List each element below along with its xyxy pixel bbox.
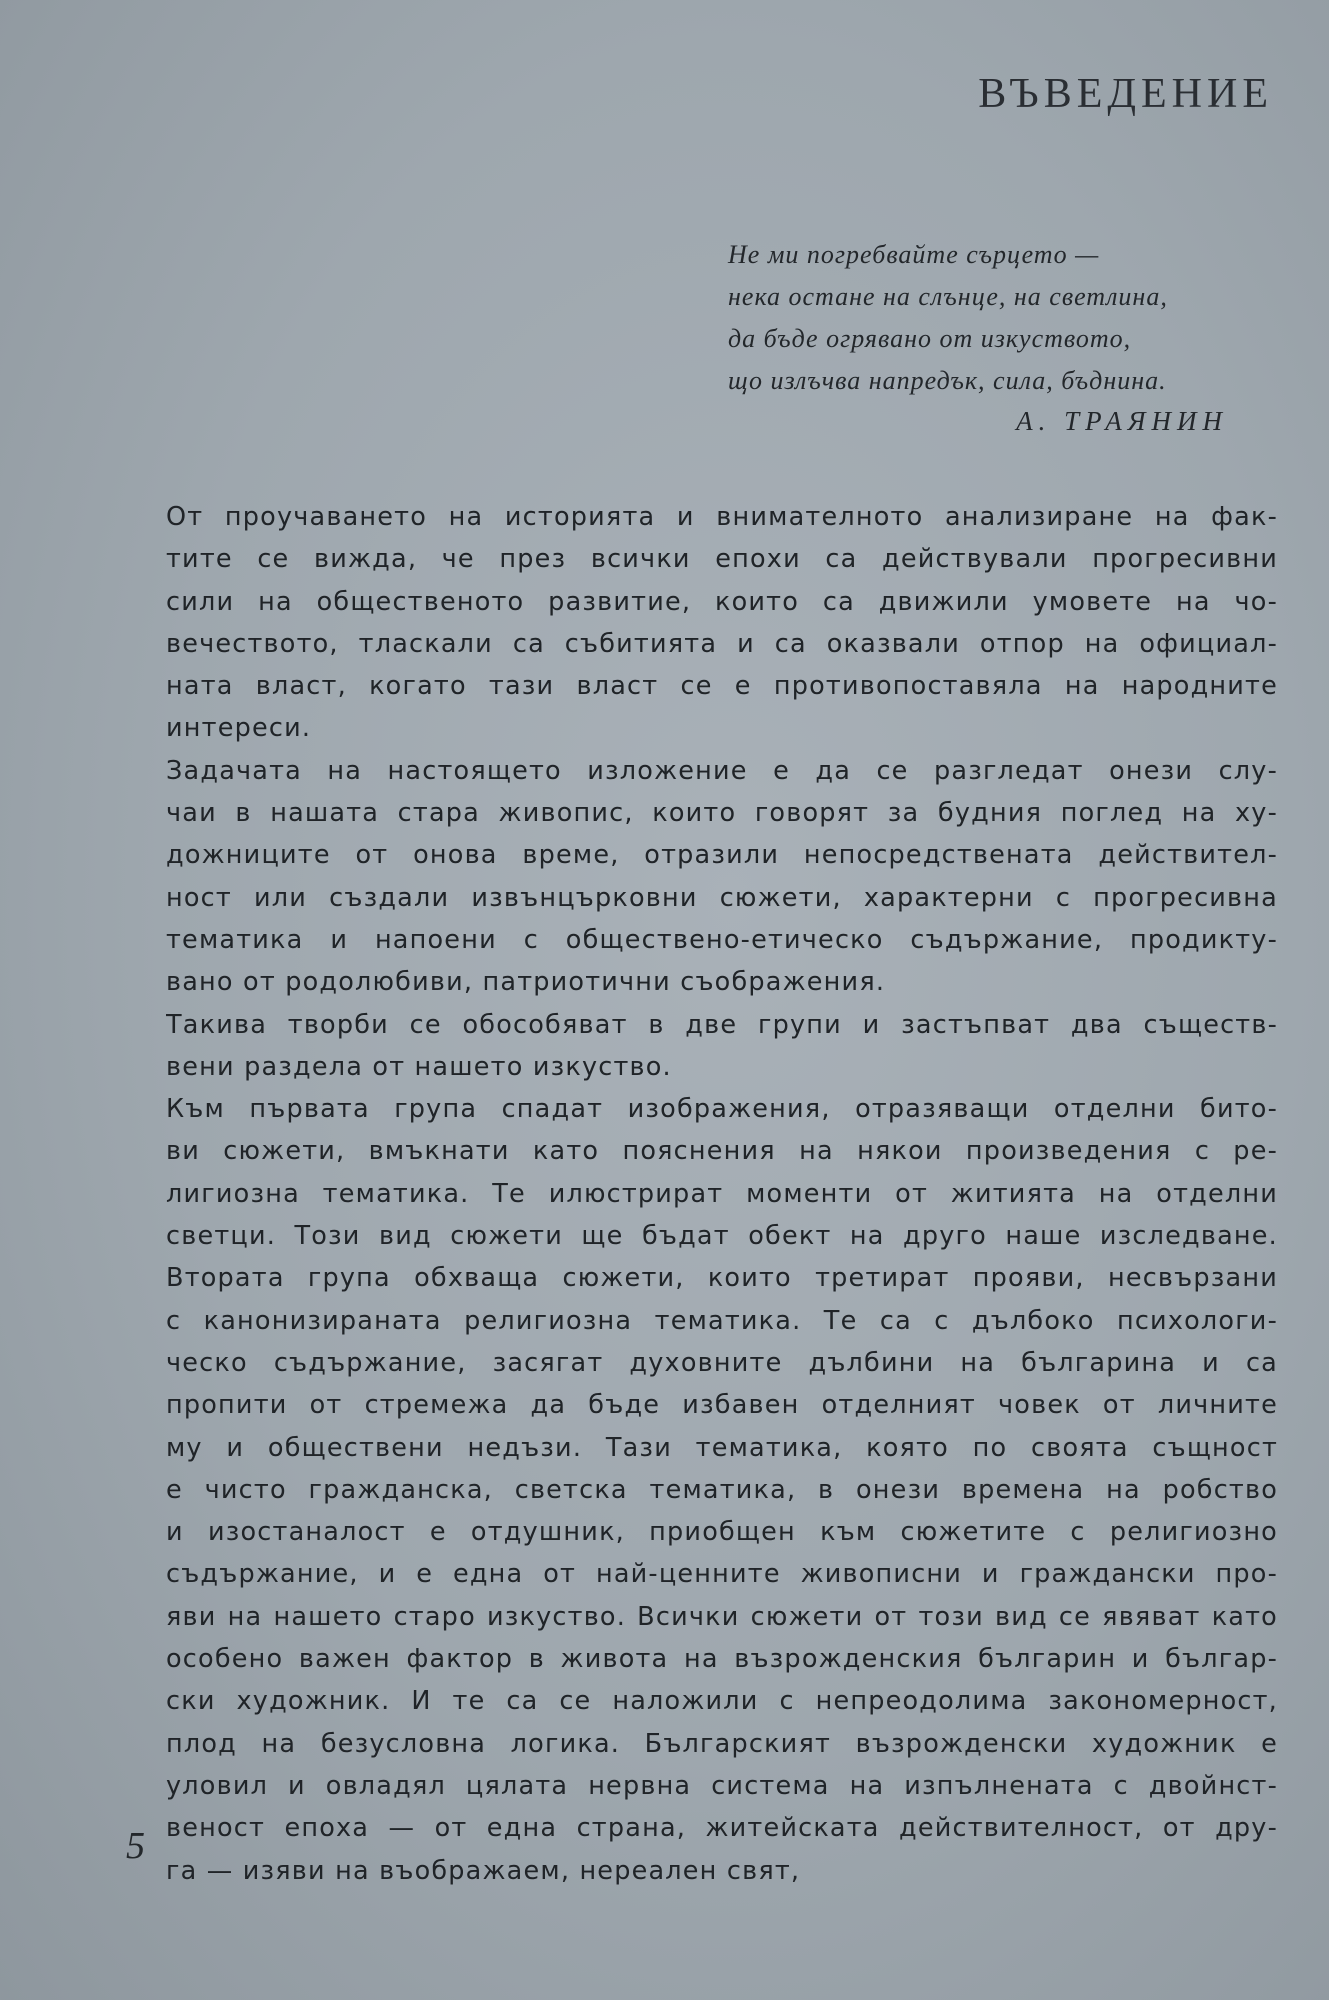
text-line: сили на общественото развитие, които са движили умовете на чо-: [166, 586, 1278, 617]
epigraph: [728, 234, 1288, 437]
chapter-title: ВЪВЕДЕНИЕ: [978, 71, 1273, 117]
text-line: га — изяви на въображаем, нереален свят,: [166, 1855, 801, 1886]
text-line: с канонизираната религиозна тематика. Те са с дълбоко психологи-: [166, 1305, 1278, 1336]
epigraph-line: що излъчва напредък, сила, бъднина.: [728, 366, 1167, 395]
text-line: От проучаването на историята и внимателното анализиране на фак-: [166, 502, 1278, 532]
epigraph-line: Не ми погребвайте сърцето —: [728, 240, 1100, 269]
epigraph-line: нека остане на слънце, на светлина,: [728, 282, 1168, 311]
text-line: тематика и напоени с обществено-етическо съдържание, продикту-: [166, 924, 1278, 955]
page-number: 5: [126, 1825, 145, 1867]
epigraph-author: А. ТРАЯНИН: [1016, 406, 1228, 436]
text-line: Такива творби се обособяват в две групи и застъпват два съществ-: [166, 1009, 1278, 1040]
text-line: интереси.: [166, 713, 312, 744]
text-line: и изостаналост е отдушник, приобщен към сюжетите с религиозно: [166, 1517, 1278, 1548]
text-line: светци. Този вид сюжети ще бъдат обект на друго наше изследване.: [166, 1221, 1278, 1252]
text-line: тите се вижда, че през всички епохи са действували прогресивни: [166, 544, 1278, 575]
text-line: съдържание, и е една от най-ценните живописни и граждански про-: [166, 1559, 1278, 1590]
text-line: чаи в нашата стара живопис, които говорят за будния поглед на ху-: [166, 798, 1278, 829]
text-line: ност или създали извънцърковни сюжети, характерни с прогресивна: [166, 882, 1278, 913]
text-line: особено важен фактор в живота на възрожденския българин и българ-: [166, 1644, 1278, 1675]
text-line: ски художник. И те са се наложили с непреодолима закономерност,: [166, 1686, 1278, 1717]
text-line: пропити от стремежа да бъде избавен отделният човек от личните: [166, 1390, 1278, 1421]
text-line: яви на нашето старо изкуство. Всички сюжети от този вид се явяват като: [166, 1601, 1278, 1632]
text-line: вени раздела от нашето изкуство.: [166, 1051, 672, 1082]
text-line: Втората група обхваща сюжети, които третират прояви, несвързани: [166, 1263, 1278, 1294]
epigraph-line: да бъде огрявано от изкуството,: [728, 324, 1132, 353]
text-line: лигиозна тематика. Те илюстрират моменти от житията на отделни: [166, 1178, 1278, 1209]
text-line: вано от родолюбиви, патриотични съображения.: [166, 967, 886, 998]
text-line: уловил и овладял цялата нервна система на изпълнената с двойнст-: [166, 1770, 1278, 1801]
text-line: ческо съдържание, засягат духовните дълбини на българина и са: [166, 1347, 1278, 1378]
text-line: ви сюжети, вмъкнати като пояснения на някои произведения с ре-: [166, 1136, 1278, 1167]
body-text: [166, 496, 1278, 1892]
text-line: е чисто гражданска, светска тематика, в онези времена на робство: [166, 1474, 1278, 1505]
text-line: плод на безусловна логика. Българският възрожденски художник е: [166, 1728, 1278, 1759]
text-line: веност епоха — от една страна, житейската действителност, от дру-: [166, 1813, 1278, 1844]
text-line: му и обществени недъзи. Тази тематика, която по своята същност: [166, 1432, 1278, 1463]
text-line: Задачата на настоящето изложение е да се разгледат онези слу-: [166, 755, 1278, 786]
text-line: ната власт, когато тази власт се е противопоставяла на народните: [166, 671, 1278, 702]
text-line: дожниците от онова време, отразили непосредствената действител-: [166, 840, 1278, 871]
text-line: Към първата група спадат изображения, отразяващи отделни бито-: [166, 1094, 1278, 1125]
text-line: вечеството, тласкали са събитията и са оказвали отпор на официал-: [166, 628, 1278, 659]
